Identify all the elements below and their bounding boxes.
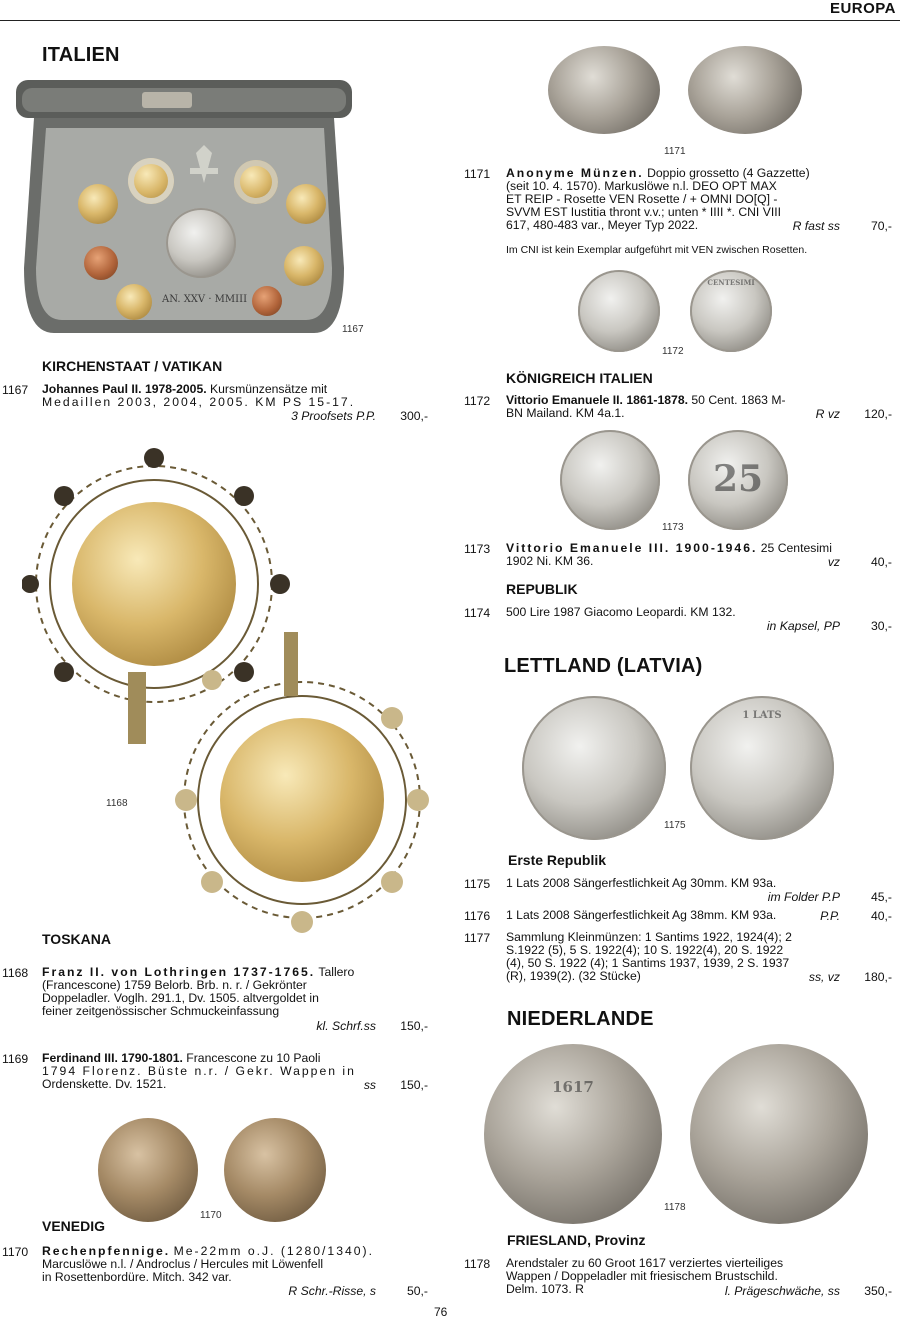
lot-1176-price: 40,- [870,909,892,923]
lot-1171-text5: 617, 480-483 var., Meyer Typ 2022. [506,218,699,232]
lot-1172-text1: 50 Cent. 1863 M- [691,393,786,407]
section-lettland: LETTLAND (LATVIA) [504,655,703,677]
coin-1euro [234,160,278,204]
lot-1168-description [42,966,378,1018]
lot-1172-head: Vittorio Emanuele II. 1861-1878. [506,393,688,407]
lot-number-1173: 1173 [464,542,491,556]
lot-1170-text3: in Rosettenbordüre. Mitch. 342 var. [42,1270,232,1284]
coin-1178-lettering: 1617 [552,1078,594,1096]
coin-1173-lettering: 25 [712,458,764,500]
section-italien: ITALIEN [42,44,120,66]
lot-1168-text2: (Francescone) 1759 Belorb. Brb. n. r. / Gekrönter [42,978,307,992]
lot-1175-price: 45,- [870,890,892,904]
medal-inscription: AN. XXV · MMIII [162,294,248,305]
lot-1177-price: 180,- [864,970,892,984]
lot-1174-text1: 500 Lire 1987 Giacomo Leopardi. KM 132. [506,605,736,619]
lot-1178-text2: Wappen / Doppeladler mit friesischem Brustschild. [506,1269,778,1283]
page-number: 76 [434,1305,448,1319]
coin-1175-obverse [522,696,666,840]
lot-1168-text4: feiner zeitgenössischer Schmuckeinfassung [42,1004,280,1018]
header-rule [0,20,900,21]
coin-5cent-left [84,246,118,280]
region-header: EUROPA [829,0,896,17]
lot-number-1176: 1176 [464,909,491,923]
coin-50cent-left [78,184,118,224]
lot-1175-text1: 1 Lats 2008 Sängerfestlichkeit Ag 30mm. KM 93a. [506,876,777,890]
lot-1177-grade: ss, vz [808,970,840,984]
lot-1176-text1: 1 Lats 2008 Sängerfestlichkeit Ag 38mm. KM 93a. [506,908,777,922]
lot-1167-text2: Medaillen 2003, 2004, 2005. KM PS 15-17. [42,395,356,409]
subsection-toskana: TOSKANA [42,931,111,947]
coin-1170-reverse [224,1118,326,1222]
lot-1170-grade: R Schr.-Risse, s [288,1284,376,1298]
lot-1169-text2: 1794 Florenz. Büste n.r. / Gekr. Wappen in [42,1064,356,1078]
lot-1173-text1: 25 Centesimi [760,541,832,555]
lot-1167-description [42,383,378,409]
lot-number-1175: 1175 [464,877,491,891]
lot-1167-text1: Kursmünzensätze mit [210,382,328,396]
caption-1171: 1171 [664,146,686,157]
lot-1169-head: Ferdinand III. 1790-1801. [42,1051,183,1065]
lot-1168-head: Franz II. von Lothringen 1737-1765. [42,965,316,979]
lot-1177-text3: (4), 50 S. 1922 (4); 1 Santims 1937, 1939, 2 S. 1937 [506,956,790,970]
medal-center [166,208,236,278]
subsection-venedig: VENEDIG [42,1218,106,1234]
coin-1168-doubleeagle [220,718,384,882]
image-1167-proofset [14,78,354,340]
coin-1172-obverse [578,270,660,352]
lot-1170-text1: Me-22mm o.J. (1280/1340). [173,1244,374,1258]
coin-1178-obverse [484,1044,662,1224]
lot-number-1168: 1168 [2,966,29,980]
lot-1171-text3: ET REIP - Rosette VEN Rosette / + OMNI DO[Q] - [506,192,778,206]
lot-1167-price: 300,- [400,409,428,423]
lot-number-1169: 1169 [2,1052,29,1066]
coin-20cent-bottom [116,284,152,320]
coin-1175-reverse [690,696,834,840]
coin-1170-obverse [98,1118,198,1222]
lot-1170-head: Rechenpfennige. [42,1244,171,1258]
coin-1168-tallero [72,502,236,666]
lot-number-1174: 1174 [464,606,491,620]
lot-1178-text1: Arendstaler zu 60 Groot 1617 verziertes vierteiliges [506,1256,784,1270]
lot-1169-text1: Francescone zu 10 Paoli [186,1051,321,1065]
lot-1173-grade: vz [827,555,840,569]
lot-1172-text2: BN Mailand. KM 4a.1. [506,406,625,420]
lot-1173-text2: 1902 Ni. KM 36. [506,554,594,568]
lot-1167-grade: 3 Proofsets P.P. [291,409,376,423]
lot-number-1178: 1178 [464,1257,491,1271]
lot-1171-note: Im CNI ist kein Exemplar aufgeführt mit VEN zwischen Rosetten. [506,244,808,256]
coin-1173-obverse [560,430,660,530]
lot-1174-price: 30,- [870,619,892,633]
lot-1168-text1: Tallero [318,965,355,979]
lot-number-1167: 1167 [2,383,29,397]
caption-1167: 1167 [342,324,364,335]
lot-1171-text4: SVVM EST Iustitia thront v.v.; unten * IIII *. CNI VIII [506,205,781,219]
caption-1168: 1168 [106,798,128,809]
lot-number-1171: 1171 [464,167,491,181]
lot-1171-text2: (seit 10. 4. 1570). Markuslöwe n.l. DEO OPT MAX [506,179,777,193]
coin-1171-reverse [688,46,802,134]
lot-1170-description [42,1245,378,1284]
lot-1177-text2: S.1922 (5), 5 S. 1922(4); 10 S. 1922(4), 20 S. 1922 [506,943,784,957]
lot-1167-head: Johannes Paul II. 1978-2005. [42,382,207,396]
caption-1172: 1172 [662,346,684,357]
section-niederlande: NIEDERLANDE [507,1008,654,1030]
lot-1168-text3: Doppeladler. Voglh. 291.1, Dv. 1505. altvergoldet in [42,991,319,1005]
coin-1173-reverse [688,430,788,530]
lot-number-1177: 1177 [464,931,491,945]
lot-1171-grade: R fast ss [792,219,840,233]
coin-1178-reverse [690,1044,868,1224]
lot-1178-price: 350,- [864,1284,892,1298]
lot-1178-grade: l. Prägeschwäche, ss [724,1284,840,1298]
lot-1178-text3: Delm. 1073. R [506,1282,584,1296]
lot-1177-text4: (R), 1939(2). (32 Stücke) [506,969,641,983]
subsection-erste-republik: Erste Republik [508,852,607,868]
lot-1175-grade: im Folder P.P [767,890,840,904]
subsection-friesland: FRIESLAND, Provinz [507,1232,646,1248]
caption-1178: 1178 [664,1202,686,1213]
lot-number-1170: 1170 [2,1245,29,1259]
pendant-frames-graphic [22,432,432,938]
subsection-koenigreich: KÖNIGREICH ITALIEN [506,370,653,386]
coin-1172-reverse [690,270,772,352]
caption-1170: 1170 [200,1210,222,1221]
lot-1176-grade: P.P. [820,909,840,923]
lot-1174-grade: in Kapsel, PP [766,619,840,633]
lot-1168-price: 150,- [400,1019,428,1033]
caption-1175: 1175 [664,820,686,831]
lot-1173-price: 40,- [870,555,892,569]
lot-1171-price: 70,- [870,219,892,233]
coin-1cent-bottom [252,286,282,316]
lot-1173-head: Vittorio Emanuele III. 1900-1946. [506,541,758,555]
lot-1172-price: 120,- [864,407,892,421]
lot-number-1172: 1172 [464,394,491,408]
image-1168-pendants [22,432,432,938]
lot-1169-grade: ss [363,1078,376,1092]
subsection-republik: REPUBLIK [506,581,578,597]
lot-1169-text3: Ordenskette. Dv. 1521. [42,1077,167,1091]
lot-1170-text2: Marcuslöwe n.l. / Androclus / Hercules mit Löwenfell [42,1257,324,1271]
lot-1169-price: 150,- [400,1078,428,1092]
lot-1168-grade: kl. Schrf.ss [316,1019,376,1033]
lot-1177-text1: Sammlung Kleinmünzen: 1 Santims 1922, 1924(4); 2 [506,930,792,944]
coin-1171-obverse [548,46,660,134]
coin-10cent-right [284,246,324,286]
coin-2euro [128,158,174,204]
lot-1171-text1: Doppio grossetto (4 Gazzette) [647,166,810,180]
lot-1171-head: Anonyme Münzen. [506,166,644,180]
subsection-kirchenstaat: KIRCHENSTAAT / VATIKAN [42,358,223,374]
caption-1173: 1173 [662,522,684,533]
coin-20cent-right [286,184,326,224]
lot-1172-grade: R vz [815,407,840,421]
coin-1172-lettering: CENTESIMI [707,278,755,287]
lot-1170-price: 50,- [406,1284,428,1298]
coin-1175-lettering: 1 LATS [742,710,782,721]
